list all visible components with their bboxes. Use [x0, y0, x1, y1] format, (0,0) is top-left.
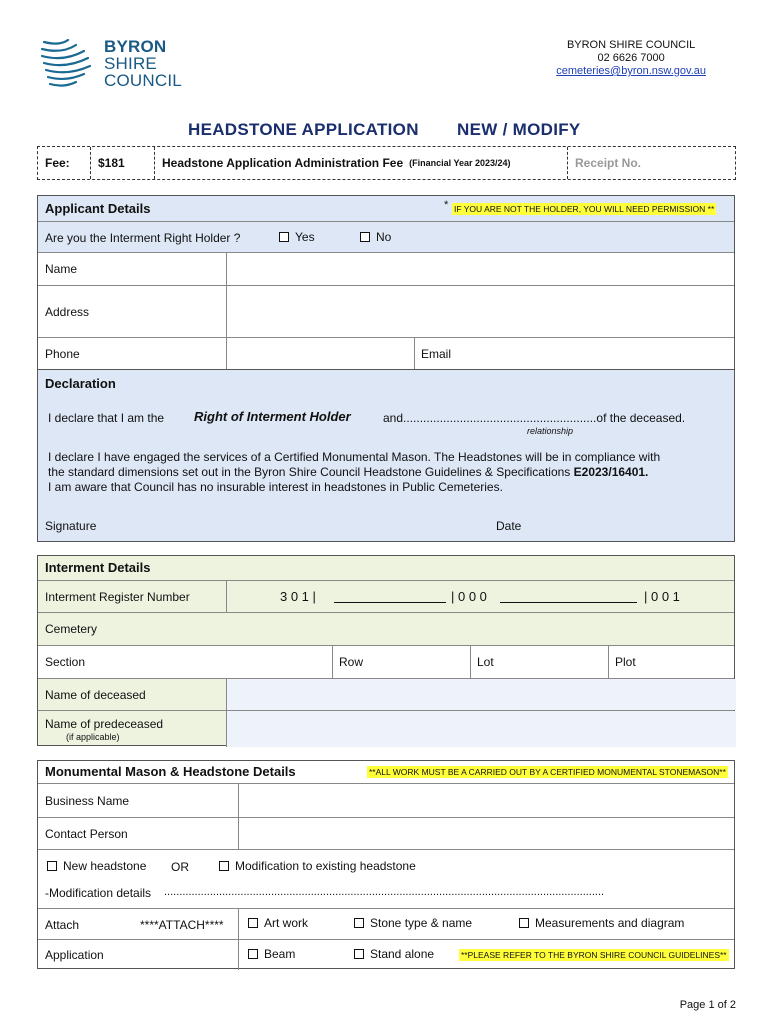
beam-checkbox[interactable] [248, 949, 258, 959]
form-type: NEW / MODIFY [457, 120, 581, 139]
mason-section [37, 760, 735, 969]
attach-stars: ****ATTACH**** [140, 918, 224, 932]
fee-row [37, 146, 736, 180]
contact-person-label: Contact Person [45, 826, 128, 841]
holder-question-row [38, 221, 734, 252]
notice-asterisk: * [444, 199, 449, 211]
mason-heading: Monumental Mason & Headstone Details [45, 764, 296, 779]
council-name: BYRON SHIRE COUNCIL [566, 39, 696, 51]
new-headstone-label: New headstone [63, 859, 147, 873]
no-label: No [376, 230, 392, 244]
stone-type-checkbox[interactable] [354, 918, 364, 928]
predeceased-input[interactable] [227, 711, 736, 747]
headstone-type-row [38, 849, 734, 881]
declaration-heading: Declaration [45, 376, 116, 391]
wave-logo-icon [38, 36, 100, 94]
stone-type-label: Stone type & name [370, 916, 473, 930]
holder-no-option[interactable] [360, 230, 391, 244]
applicant-heading: Applicant Details [45, 201, 151, 216]
modification-details-line[interactable]: ................................................................................................................................................ [164, 886, 605, 898]
fee-period: (Financial Year 2023/24) [409, 158, 511, 168]
contact-person-input[interactable] [238, 818, 736, 849]
email-field[interactable] [414, 338, 736, 369]
guidelines-doc-ref: E2023/16401. [573, 465, 649, 479]
holder-permission-notice: IF YOU ARE NOT THE HOLDER, YOU WILL NEED PERMISSION ** [454, 204, 715, 214]
plot-label: Plot [615, 655, 636, 669]
modification-details-row [38, 881, 734, 908]
phone-input[interactable] [226, 338, 414, 369]
divider [238, 909, 239, 939]
deceased-row [38, 678, 734, 710]
row-label: Row [339, 655, 364, 669]
phone-email-row [38, 337, 734, 369]
artwork-option[interactable] [248, 916, 308, 930]
attach-label: Attach [45, 918, 80, 932]
measurements-label: Measurements and diagram [535, 916, 685, 930]
name-input[interactable] [226, 253, 736, 285]
deceased-label: Name of deceased [45, 687, 146, 702]
name-label: Name [45, 262, 78, 276]
fee-amount: $181 [91, 147, 155, 179]
declaration-para-3: I am aware that Council has no insurable interest in headstones in Public Cemeteries. [48, 480, 503, 494]
fee-label: Fee: [38, 147, 91, 179]
artwork-checkbox[interactable] [248, 918, 258, 928]
right-of-interment: Right of Interment Holder [194, 409, 351, 424]
phone-label: Phone [45, 346, 80, 361]
email-label: Email [421, 346, 452, 361]
business-name-input[interactable] [238, 784, 736, 817]
applicant-section [37, 195, 735, 542]
cemetery-row[interactable] [38, 612, 734, 645]
new-headstone-checkbox[interactable] [47, 861, 57, 871]
divider [238, 940, 239, 970]
fee-description [155, 147, 568, 179]
yes-checkbox[interactable] [279, 232, 289, 242]
holder-yes-option[interactable] [279, 230, 315, 244]
measurements-option[interactable] [519, 916, 684, 930]
if-applicable-note: (if applicable) [66, 732, 120, 742]
logo-line-2: SHIRE [104, 54, 157, 73]
holder-permission-text: IF YOU ARE NOT THE HOLDER, YOU WILL NEED PERMISSION [454, 204, 706, 214]
measurements-checkbox[interactable] [519, 918, 529, 928]
declaration-block [38, 369, 734, 543]
divider [226, 581, 227, 612]
deceased-input[interactable] [227, 679, 736, 710]
declaration-para-1: I declare I have engaged the services of a Certified Monumental Mason. The Headstones will be in compliance with [48, 450, 661, 464]
stand-alone-option[interactable] [354, 947, 434, 961]
council-email-link[interactable]: cemeteries@byron.nsw.gov.au [556, 65, 706, 77]
business-name-label: Business Name [45, 793, 130, 808]
artwork-label: Art work [264, 916, 309, 930]
logo-wordmark [104, 38, 182, 89]
relationship-caption: relationship [527, 426, 574, 436]
or-label: OR [171, 860, 189, 874]
lot-field[interactable] [470, 646, 608, 678]
section-field[interactable] [38, 646, 332, 678]
address-label: Address [45, 304, 90, 319]
guidelines-notice: **PLEASE REFER TO THE BYRON SHIRE COUNCIL GUIDELINES** [461, 950, 727, 960]
cemetery-label: Cemetery [45, 622, 98, 636]
form-title: HEADSTONE APPLICATION [188, 120, 419, 139]
attach-row [38, 908, 734, 939]
relationship-line[interactable]: and..........................................................of the deceased. [383, 411, 686, 425]
declaration-intro: I declare that I am the [48, 411, 165, 425]
modification-option[interactable] [219, 859, 416, 873]
fee-description-text: Headstone Application Administration Fee [162, 156, 404, 170]
business-name-row [38, 783, 734, 817]
stone-type-option[interactable] [354, 916, 472, 930]
row-field[interactable] [332, 646, 470, 678]
logo-line-3: COUNCIL [104, 71, 182, 90]
register-field-2[interactable] [500, 602, 637, 603]
register-field-1[interactable] [334, 602, 446, 603]
page-number: Page 1 of 2 [679, 999, 736, 1011]
register-middle: | 0 0 0 [451, 589, 487, 604]
stand-alone-checkbox[interactable] [354, 949, 364, 959]
new-headstone-option[interactable] [47, 859, 146, 873]
council-phone: 02 6626 7000 [597, 52, 665, 64]
yes-label: Yes [295, 230, 315, 244]
beam-option[interactable] [248, 947, 295, 961]
section-label: Section [45, 655, 86, 669]
date-label: Date [496, 519, 522, 533]
declaration-para-2 [48, 465, 648, 479]
no-checkbox[interactable] [360, 232, 370, 242]
declaration-para-2-text: the standard dimensions set out in the Byron Shire Council Headstone Guidelines & Specifications [48, 465, 571, 479]
application-row [38, 939, 734, 970]
lot-label: Lot [477, 655, 494, 669]
signature-label: Signature [45, 519, 97, 533]
register-suffix: | 0 0 1 [644, 589, 680, 604]
modification-details-label: -Modification details [45, 886, 152, 900]
name-row [38, 252, 734, 285]
interment-section [37, 555, 735, 746]
modification-label: Modification to existing headstone [235, 859, 416, 873]
register-number-row [38, 580, 734, 612]
predeceased-row [38, 710, 734, 747]
logo-line-1: BYRON [104, 37, 167, 56]
application-label: Application [45, 948, 104, 962]
interment-heading: Interment Details [45, 560, 151, 575]
address-input[interactable] [226, 286, 736, 337]
council-contact [556, 39, 706, 78]
register-prefix: 3 0 1 | [280, 589, 316, 604]
modification-checkbox[interactable] [219, 861, 229, 871]
predeceased-label: Name of predeceased [45, 717, 164, 731]
receipt-number-field[interactable]: Receipt No. [575, 156, 642, 170]
register-number-label: Interment Register Number [45, 589, 190, 604]
stand-alone-label: Stand alone [370, 947, 435, 961]
contact-person-row [38, 817, 734, 849]
council-logo [38, 36, 198, 94]
section-row [38, 645, 734, 678]
certified-mason-notice: **ALL WORK MUST BE A CARRIED OUT BY A CERTIFIED MONUMENTAL STONEMASON** [369, 767, 726, 777]
address-row [38, 285, 734, 337]
holder-question: Are you the Interment Right Holder ? [45, 231, 241, 245]
beam-label: Beam [264, 947, 296, 961]
plot-field[interactable] [608, 646, 736, 678]
